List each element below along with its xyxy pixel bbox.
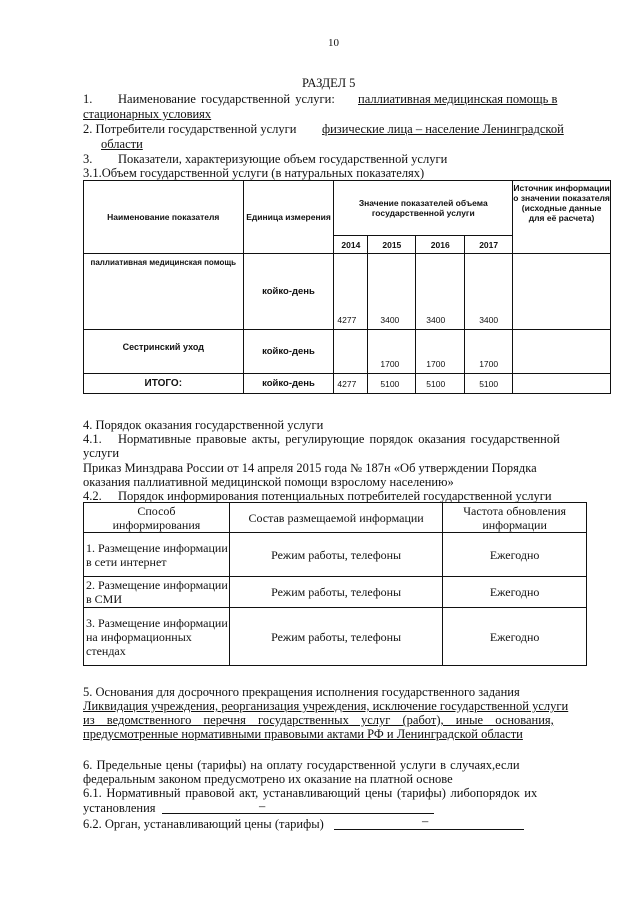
row-unit: койко-день: [262, 377, 315, 389]
item-2-label: 2. Потребители государственной услуги: [83, 122, 297, 136]
row-value: 4277: [337, 315, 357, 325]
item-6-2-text: 6.2. Орган, устанавливающий цены (тарифы): [83, 817, 324, 831]
row-value: 3400: [380, 315, 400, 325]
header-value-group: Значение показателей объема государственной услуги: [334, 181, 513, 236]
content-cell: Режим работы, телефоны: [271, 585, 402, 599]
fill-line: [334, 829, 524, 830]
frequency-cell: Ежегодно: [489, 629, 540, 644]
row-value: 5100: [426, 378, 446, 389]
header-year: 2017: [465, 236, 513, 254]
row-name: ИТОГО:: [144, 377, 183, 389]
volume-table: [83, 180, 611, 394]
information-table: [83, 502, 587, 666]
row-value: 3400: [479, 315, 499, 325]
content-cell: Режим работы, телефоны: [271, 629, 402, 644]
section-title: РАЗДЕЛ 5: [302, 76, 356, 90]
item-3-text: Показатели, характеризующие объем государственной услуги: [118, 152, 448, 166]
item-6-text: 6. Предельные цены (тарифы) на оплату государственной услуги в случаях,если: [83, 758, 520, 772]
item-6-1-text-cont: установления: [83, 801, 156, 815]
method-cell: 3. Размещение информации на информационных стендах: [86, 615, 228, 658]
header-year: 2015: [368, 236, 416, 254]
item-1-number: 1.: [83, 92, 93, 106]
header-year: 2016: [416, 236, 465, 254]
table-row: [84, 254, 611, 330]
item-4-2-number: 4.2.: [83, 489, 102, 503]
item-1-label: Наименование государственной услуги:: [118, 92, 335, 106]
item-1-value-cont: стационарных условиях: [83, 107, 212, 121]
row-name: Сестринский уход: [122, 342, 204, 352]
table-row: [84, 577, 587, 608]
header-source: Источник информации о значении показателя (исходные данные для её расчета): [513, 181, 611, 254]
frequency-cell: Ежегодно: [489, 585, 540, 599]
header-indicator-name: Наименование показателя: [84, 181, 244, 254]
header-content: Состав размещаемой информации: [229, 503, 442, 533]
item-5-reason-cont: предусмотренные нормативными правовыми актами РФ и Ленинградской области: [83, 727, 523, 741]
row-value: 4277: [337, 378, 357, 389]
item-2-value: физические лица – население Ленинградской: [322, 122, 564, 136]
item-3-number: 3.: [83, 152, 93, 166]
dash-mark: –: [422, 814, 429, 828]
item-4-1-text: Нормативные правовые акты, регулирующие порядок оказания государственной: [118, 432, 560, 446]
item-2-value-cont: области: [101, 137, 143, 151]
row-unit: койко-день: [262, 285, 315, 297]
item-4-1-number: 4.1.: [83, 432, 102, 446]
table-row: [84, 330, 611, 374]
item-6-1-text: 6.1. Нормативный правовой акт, устанавливающий цены (тарифы) либопорядок их: [83, 786, 538, 800]
fill-line: [162, 813, 434, 814]
row-value: 5100: [479, 378, 499, 389]
header-frequency: Частота обновления информации: [443, 503, 587, 533]
method-cell: 1. Размещение информации в сети интернет: [86, 540, 228, 569]
item-5-reason: Ликвидация учреждения, реорганизация учреждения, исключение государственной услуги: [83, 699, 569, 713]
row-value: 1700: [479, 359, 499, 369]
row-name: паллиативная медицинская помощь: [90, 258, 237, 267]
item-6-text-cont: федеральным законом предусмотрено их оказание на платной основе: [83, 772, 453, 786]
method-cell: 2. Размещение информации в СМИ: [86, 578, 228, 606]
table-row: [84, 533, 587, 577]
row-value: 5100: [380, 378, 400, 389]
header-year: 2014: [334, 236, 368, 254]
item-4-text: 4. Порядок оказания государственной услуги: [83, 418, 324, 432]
item-4-2-text: Порядок информирования потенциальных потребителей государственной услуги: [118, 489, 552, 503]
content-cell: Режим работы, телефоны: [271, 547, 402, 562]
page-number: 10: [328, 37, 339, 49]
table-row-total: [84, 374, 611, 394]
item-1-value: паллиативная медицинская помощь в: [358, 92, 558, 106]
item-5-reason-cont: из ведомственного перечня государственных услуг (работ), иные основания,: [83, 713, 554, 727]
row-value: 1700: [426, 359, 446, 369]
item-5-title: 5. Основания для досрочного прекращения исполнения государственного задания: [83, 685, 520, 699]
dash-mark: –: [259, 799, 266, 813]
row-value: 1700: [380, 359, 400, 369]
header-method: Способ информирования: [84, 503, 230, 533]
order-text-cont: оказания паллиативной медицинской помощи взрослому населению»: [83, 475, 454, 489]
row-unit: койко-день: [262, 345, 315, 357]
header-unit: Единица измерения: [243, 181, 334, 254]
item-3-1-text: 3.1.Объем государственной услуги (в натуральных показателях): [83, 166, 425, 180]
item-4-1-text-cont: услуги: [83, 446, 120, 460]
order-text: Приказ Минздрава России от 14 апреля 2015 года № 187н «Об утверждении Порядка: [83, 461, 537, 475]
row-value: 3400: [426, 315, 446, 325]
frequency-cell: Ежегодно: [489, 547, 540, 562]
table-row: [84, 608, 587, 666]
